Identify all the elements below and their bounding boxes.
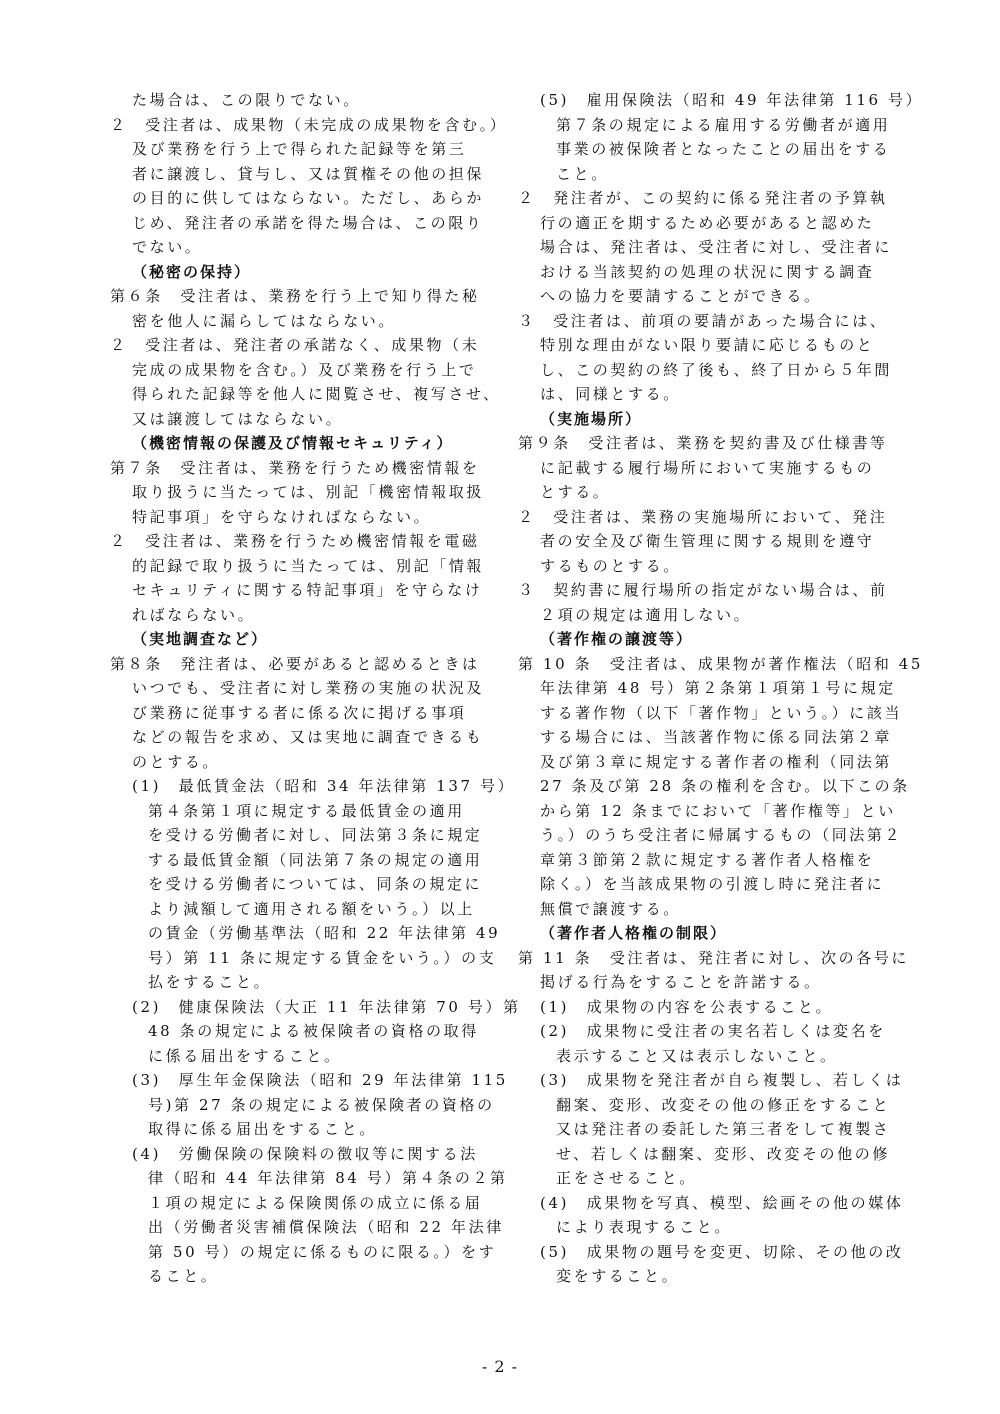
text-line: 者に譲渡し、貸与し、又は質権その他の担保 bbox=[132, 164, 485, 183]
text-line: 翻案、変形、改変その他の修正をすること bbox=[556, 1095, 891, 1114]
text-line: は、同様とする。 bbox=[540, 385, 681, 403]
text-line: 第６条 受注者は、業務を行う上で知り得た秘 bbox=[110, 287, 480, 305]
text-line: ればならない。 bbox=[132, 605, 256, 624]
text-line: ２ 受注者は、業務の実施場所において、発注 bbox=[518, 507, 888, 526]
text-line: 特別な理由がない限り要請に応じるものと bbox=[540, 336, 875, 354]
text-line: 27 条及び第 28 条の権利を含む。以下この条 bbox=[540, 777, 910, 795]
text-line: 律（昭和 44 年法律第 84 号）第４条の２第 bbox=[148, 1169, 508, 1187]
text-line: ３ 契約書に履行場所の指定がない場合は、前 bbox=[518, 581, 888, 599]
text-line: 場合は、発注者は、受注者に対し、受注者に bbox=[540, 238, 893, 256]
text-line: せ、若しくは翻案、変形、改変その他の修 bbox=[556, 1144, 890, 1163]
text-line: いつでも、受注者に対し業務の実施の状況及 bbox=[132, 679, 485, 697]
right-column bbox=[518, 88, 924, 1289]
section-heading: （著作者人格権の制限） bbox=[540, 924, 728, 942]
text-line: 号)第 27 条の規定による被保険者の資格の bbox=[148, 1095, 495, 1114]
text-line: 第 10 条 受注者は、成果物が著作権法（昭和 45 bbox=[518, 654, 924, 673]
text-line: 掲げる行為をすることを許諾する。 bbox=[540, 973, 822, 991]
section-heading: （著作権の譲渡等） bbox=[540, 630, 694, 648]
text-line: 48 条の規定による被保険者の資格の取得 bbox=[148, 1022, 479, 1040]
text-line: た場合は、この限りでない。 bbox=[132, 91, 361, 109]
text-line: 又は譲渡してはならない。 bbox=[132, 409, 344, 428]
text-line: １項の規定による保険関係の成立に係る届 bbox=[148, 1193, 483, 1212]
text-line: 事業の被保険者となったことの届出をする bbox=[556, 140, 891, 158]
text-line: により表現すること。 bbox=[556, 1218, 733, 1236]
section-heading: （秘密の保持） bbox=[132, 262, 252, 281]
left-column bbox=[110, 88, 521, 1289]
text-line: おける当該契約の処理の状況に関する調査 bbox=[540, 262, 875, 281]
text-line: ２ 受注者は、発注者の承諾なく、成果物（未 bbox=[110, 336, 480, 354]
text-line: より減額して適用される額をいう。）以上 bbox=[148, 899, 475, 918]
text-line: 無償で譲渡する。 bbox=[540, 899, 681, 918]
text-line: 第 11 条 受注者は、発注者に対し、次の各号に bbox=[518, 948, 910, 967]
text-line: (5) 雇用保険法（昭和 49 年法律第 116 号） bbox=[540, 91, 924, 109]
text-line: などの報告を求め、又は実地に調査できるも bbox=[132, 728, 484, 746]
text-line: う。）のうち受注者に帰属するもの（同法第２ bbox=[540, 826, 903, 844]
text-line: 第７条の規定による雇用する労働者が適用 bbox=[556, 115, 891, 134]
text-line: し、この契約の終了後も、終了日から５年間 bbox=[540, 360, 893, 379]
text-line: び業務に従事する者に係る次に掲げる事項 bbox=[132, 703, 467, 722]
text-line: (4) 成果物を写真、模型、絵画その他の媒体 bbox=[540, 1193, 904, 1212]
text-line: 及び第３章に規定する著作者の権利（同法第 bbox=[540, 752, 893, 771]
text-line: 第９条 受注者は、業務を契約書及び仕様書等 bbox=[518, 434, 888, 452]
text-line: 取り扱うに当たっては、別記「機密情報取扱 bbox=[132, 483, 485, 501]
text-line: 又は発注者の委託した第三者をして複製さ bbox=[556, 1120, 891, 1138]
text-line: (1) 最低賃金法（昭和 34 年法律第 137 号） bbox=[132, 777, 516, 795]
text-line: 及び業務を行う上で得られた記録等を第三 bbox=[132, 140, 467, 158]
text-line: こと。 bbox=[556, 164, 609, 183]
text-line: セキュリティに関する特記事項」を守らなけ bbox=[132, 581, 483, 599]
text-line: 完成の成果物を含む。）及び業務を行う上で bbox=[132, 360, 477, 379]
section-heading: （実地調査など） bbox=[132, 630, 269, 648]
text-line: (1) 成果物の内容を公表すること。 bbox=[540, 997, 834, 1016]
text-line: 号）第 11 条に規定する賃金をいう。）の支 bbox=[148, 948, 497, 967]
text-line: じめ、発注者の承諾を得た場合は、この限り bbox=[132, 213, 484, 232]
text-line: ２ 受注者は、業務を行うため機密情報を電磁 bbox=[110, 532, 480, 550]
text-line: 年法律第 48 号）第２条第１項第１号に規定 bbox=[540, 679, 896, 697]
text-line: 第７条 受注者は、業務を行うため機密情報を bbox=[110, 458, 480, 477]
text-line: 出（労働者災害補償保険法（昭和 22 年法律 bbox=[148, 1218, 504, 1236]
text-line: から第 12 条までにおいて「著作権等」とい bbox=[540, 801, 896, 820]
text-line: 章第３節第２款に規定する著作者人格権を bbox=[540, 850, 875, 869]
text-line: に係る届出をすること。 bbox=[148, 1046, 342, 1065]
text-line: 払をすること。 bbox=[148, 973, 272, 991]
text-line: に記載する履行場所において実施するもの bbox=[540, 458, 875, 477]
text-line: ること。 bbox=[148, 1267, 219, 1285]
text-line: ２ 受注者は、成果物（未完成の成果物を含む。） bbox=[110, 115, 508, 134]
text-line: する最低賃金額（同法第７条の規定の適用 bbox=[148, 850, 483, 869]
text-line: 除く。）を当該成果物の引渡し時に発注者に bbox=[540, 875, 885, 893]
text-line: (5) 成果物の題号を変更、切除、その他の改 bbox=[540, 1242, 904, 1261]
section-heading: （機密情報の保護及び情報セキュリティ） bbox=[132, 434, 454, 452]
text-line: (3) 成果物を発注者が自ら複製し、若しくは bbox=[540, 1071, 904, 1089]
text-line: するものとする。 bbox=[540, 556, 681, 575]
text-line: (3) 厚生年金保険法（昭和 29 年法律第 115 bbox=[132, 1071, 508, 1089]
text-line: ２ 発注者が、この契約に係る発注者の予算執 bbox=[518, 189, 888, 207]
text-line: 行の適正を期するため必要があると認めた bbox=[540, 213, 875, 232]
text-line: 表示すること又は表示しないこと。 bbox=[556, 1046, 838, 1065]
text-line: 第８条 発注者は、必要があると認めるときは bbox=[110, 654, 480, 673]
text-line: する場合には、当該著作物に係る同法第２章 bbox=[540, 728, 893, 746]
text-line: (2) 成果物に受注者の実名若しくは変名を bbox=[540, 1022, 886, 1040]
text-line: を受ける労働者に対し、同法第３条に規定 bbox=[148, 826, 483, 844]
text-line: 変をすること。 bbox=[556, 1267, 680, 1285]
text-line: を受ける労働者については、同条の規定に bbox=[148, 875, 483, 893]
text-line: 特記事項」を守らなければならない。 bbox=[132, 507, 432, 526]
text-line: とする。 bbox=[540, 483, 611, 501]
text-line: 正をさせること。 bbox=[556, 1169, 697, 1187]
page-number: - 2 - bbox=[481, 1357, 519, 1376]
text-line: の目的に供してはならない。ただし、あらか bbox=[132, 189, 485, 207]
text-line: 得られた記録等を他人に閲覧させ、複写させ、 bbox=[132, 385, 501, 403]
text-line: ３ 受注者は、前項の要請があった場合には、 bbox=[518, 311, 888, 330]
section-heading: （実施場所） bbox=[540, 409, 643, 428]
text-line: 第４条第１項に規定する最低賃金の適用 bbox=[148, 801, 465, 820]
text-line: 取得に係る届出をすること。 bbox=[148, 1120, 377, 1138]
text-line: ２項の規定は適用しない。 bbox=[540, 605, 752, 624]
text-line: 密を他人に漏らしてはならない。 bbox=[132, 311, 397, 330]
text-line: (4) 労働保険の保険料の徴収等に関する法 bbox=[132, 1144, 478, 1163]
text-line: の賃金（労働基準法（昭和 22 年法律第 49 bbox=[148, 924, 501, 942]
text-line: のとする。 bbox=[132, 752, 221, 771]
text-line: でない。 bbox=[132, 238, 203, 256]
text-line: する著作物（以下「著作物」という。）に該当 bbox=[540, 703, 903, 722]
text-line: への協力を要請することができる。 bbox=[540, 287, 822, 305]
text-line: 者の安全及び衛生管理に関する規則を遵守 bbox=[540, 532, 875, 550]
text-line: (2) 健康保険法（大正 11 年法律第 70 号）第 bbox=[132, 997, 521, 1016]
text-line: 的記録で取り扱うに当たっては、別記「情報 bbox=[132, 556, 485, 575]
text-line: 第 50 号）の規定に係るものに限る。）をす bbox=[148, 1242, 497, 1261]
